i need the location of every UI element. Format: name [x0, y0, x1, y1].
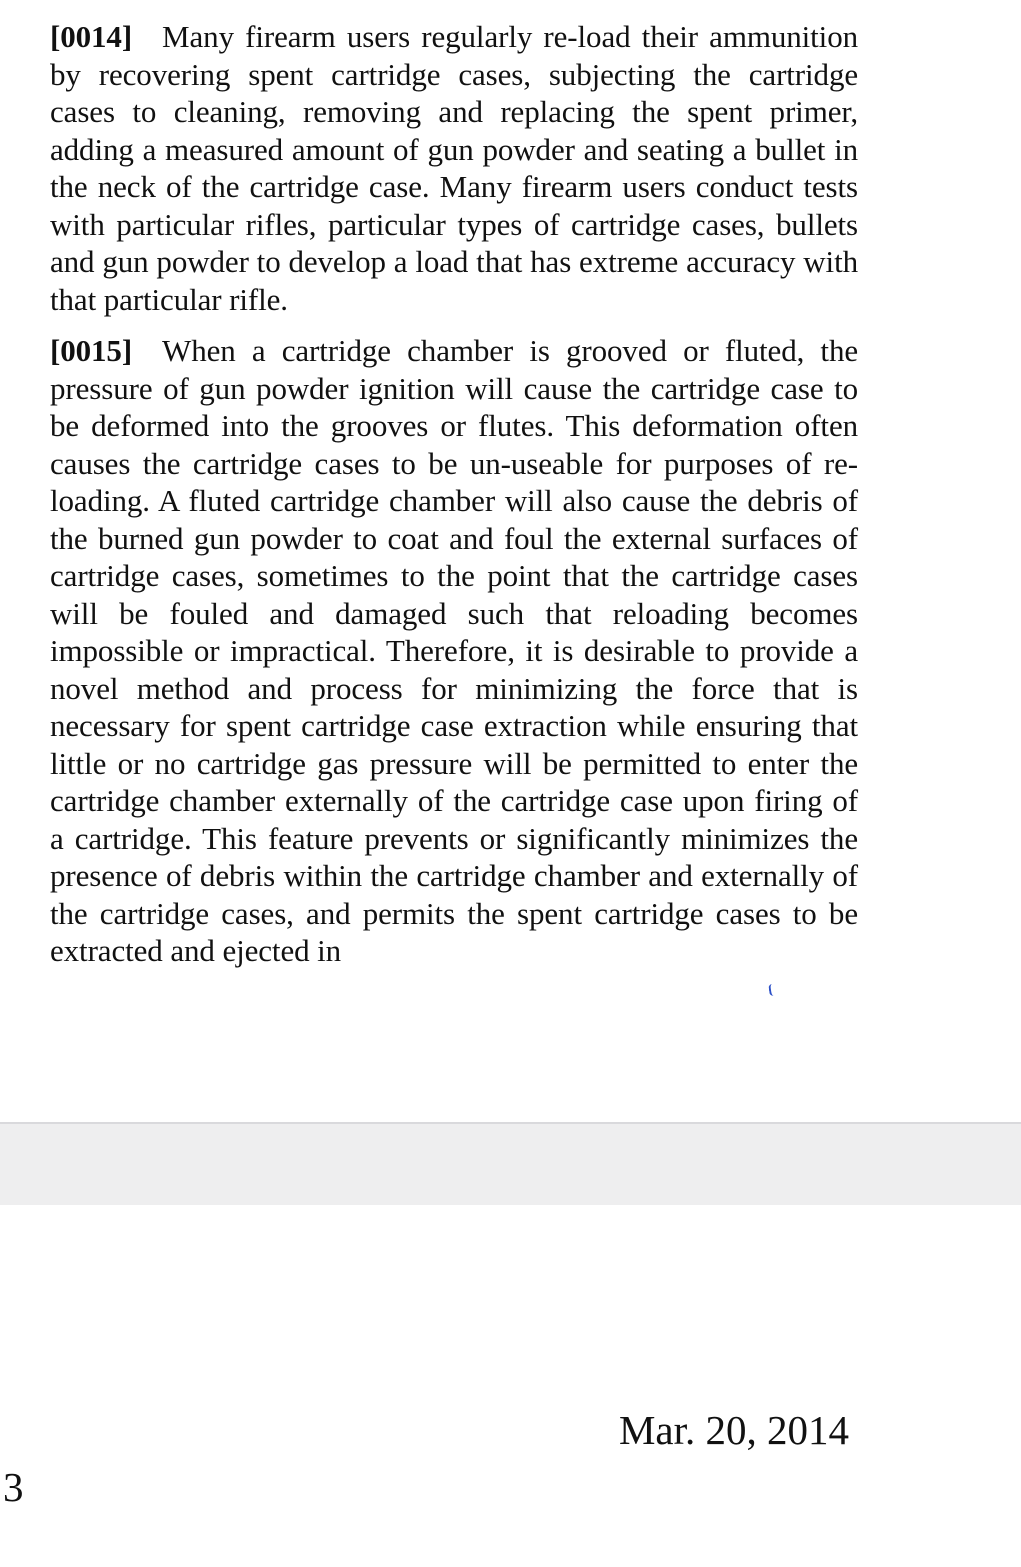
paragraph-0015: [50, 332, 858, 970]
next-document-page: [0, 1205, 1021, 1567]
page-separator: [0, 1122, 1021, 1205]
text-cursor-icon: [768, 984, 775, 997]
paragraph-0014: [50, 18, 858, 318]
publication-date: Mar. 20, 2014: [618, 1407, 849, 1453]
page-number: 3: [3, 1464, 24, 1510]
text-column: [50, 18, 858, 984]
paragraph-number: [0015]: [50, 333, 133, 368]
cut-off-text-fragment: [470, 0, 510, 2]
paragraph-text: When a cartridge chamber is grooved or fluted, the pressure of gun powder ignition will cause the cartridge case to be deformed into the grooves or flutes. This deformation often causes the cartridge cases to be un-useable for purposes of re-loading. A fluted cartridge chamber will also cause the debris of the burned gun powder to coat and foul the external surfaces of cartridge cases, sometimes to the point that the cartridge cases will be fouled and damaged such that reloading becomes impossible or impractical. Therefore, it is desirable to provide a novel method and process for minimizing the force that is necessary for spent cartridge case extraction while ensuring that little or no cartridge gas pressure will be permitted to enter the cartridge chamber externally of the cartridge case upon firing of a cartridge. This feature prevents or significantly minimizes the presence of debris within the cartridge chamber and externally of the cartridge cases, and permits the spent cartridge cases to be extracted and ejected in: [50, 333, 858, 968]
paragraph-text: Many firearm users regularly re-load their ammunition by recovering spent cartridge cases, subjecting the cartridge cases to cleaning, removing and replacing the spent primer, adding a measured amount of gun powder and seating a bullet in the neck of the cartridge case. Many firearm users conduct tests with particular rifles, particular types of cartridge cases, bullets and gun powder to develop a load that has extreme accuracy with that particular rifle.: [50, 19, 858, 317]
paragraph-number: [0014]: [50, 19, 133, 54]
